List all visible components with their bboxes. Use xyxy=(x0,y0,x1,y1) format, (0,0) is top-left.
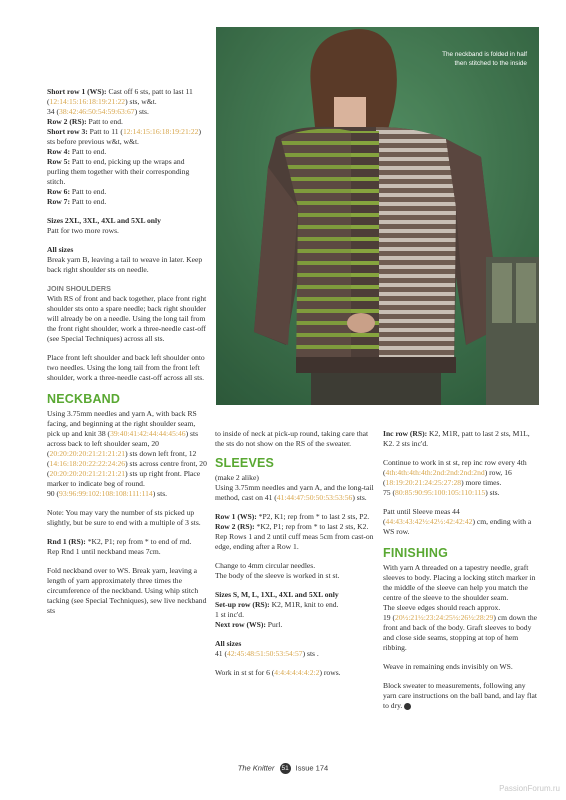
continue-b: ) row, 16 ( xyxy=(383,468,512,487)
continue-c: ) more times. xyxy=(461,478,502,487)
edge-a: 19 ( xyxy=(383,613,396,622)
work-a: Work in st st for 6 ( xyxy=(215,668,275,677)
cast-on-text xyxy=(215,483,375,503)
rnd-1-repeat: Rep Rnd 1 until neckband meas 7cm. xyxy=(47,547,161,556)
rnd-1-text: *K2, P1; rep from * to end of rnd. xyxy=(85,537,192,546)
edge-measure xyxy=(383,613,539,653)
row-7 xyxy=(47,197,207,207)
row-6-label: Row 6: xyxy=(47,187,70,196)
sleeve-all-heading xyxy=(215,639,375,649)
size-values: 80:85:90:95:100:105:110:115 xyxy=(395,488,486,497)
column-3 xyxy=(383,429,539,720)
all-sizes-block xyxy=(47,245,207,275)
note-text: Note: You may vary the number of sts picked up slightly, but be sure to end with a multiple of 3 sts. xyxy=(47,508,201,527)
page-footer xyxy=(0,763,566,774)
continue-a: Continue to work in st st, rep inc row every 4th ( xyxy=(383,458,527,477)
row-7-label: Row 7: xyxy=(47,197,70,206)
neckband-total-b: ) sts. xyxy=(152,489,168,498)
continue-text: to inside of neck at pick-up round, taking care that the sts do not show on the RS of the sweater. xyxy=(215,429,369,448)
row-2-label: Row 2 (RS): xyxy=(47,117,87,126)
watermark: PassionForum.ru xyxy=(499,784,560,793)
neckband-total-a: 90 ( xyxy=(47,489,60,498)
sleeve-row-1-text: *P2, K1; rep from * to last 2 sts, P2. xyxy=(256,512,370,521)
short-row-3-label: Short row 3: xyxy=(47,127,88,136)
sleeve-all-label: All sizes xyxy=(215,639,242,648)
sleeve-sizes-label: Sizes S, M, L, 1XL, 4XL and 5XL only xyxy=(215,590,339,599)
row-5-text: Patt to end, picking up the wraps and purling them together with their corresponding stitch. xyxy=(47,157,190,186)
continue-inc xyxy=(383,458,539,488)
row-4-text: Patt to end. xyxy=(70,147,107,156)
sleeves-heading: SLEEVES xyxy=(215,456,275,470)
row-6-text: Patt to end. xyxy=(70,187,107,196)
row-4 xyxy=(47,147,207,157)
size-values: 93:96:99:102:108:108:111:114 xyxy=(59,489,153,498)
sleeve-row-1-label: Row 1 (WS): xyxy=(215,512,257,521)
neckband-text xyxy=(47,409,207,489)
sleeve-row-2 xyxy=(215,522,375,532)
sleeve-all-a: 41 ( xyxy=(215,649,228,658)
size-values: 44:43:43:42½:42½:42:42:42 xyxy=(385,517,473,526)
size-values: 4:4:4:4:4:4:2:2 xyxy=(274,668,320,677)
sleeve-sizes-heading xyxy=(215,590,375,600)
st-st-text: The body of the sleeve is worked in st st. xyxy=(215,571,340,580)
inc-row-label: Inc row (RS): xyxy=(383,429,428,438)
next-row-label: Next row (WS): xyxy=(215,620,266,629)
setup-row xyxy=(215,600,375,610)
sleeve-row-2-text: *K2, P1; rep from * to last 2 sts, K2. xyxy=(254,522,369,531)
finishing-text: With yarn A threaded on a tapestry needle, graft sleeves to body. Placing a locking stitch marker in the middle of the sleeve can help you match the centre of the sleeve to the shoulder seam. xyxy=(383,563,536,602)
repeat-text: Rep Rows 1 and 2 until cuff meas 5cm from cast-on edge, ending after a Row 1. xyxy=(215,532,374,551)
weave-text: Weave in remaining ends invisibly on WS. xyxy=(383,662,513,671)
patt-until xyxy=(383,507,539,537)
edge-b: ) cm down the front and back of the body. Graft sleeves to body and close side seams, stopping at top of hem ribbing. xyxy=(383,613,537,652)
work-b: ) rows. xyxy=(319,668,341,677)
sleeve-row-1 xyxy=(215,512,375,522)
cast-on-a: Using 3.75mm needles and yarn A, and the long-tail method, cast on 41 ( xyxy=(215,483,374,502)
neckband-total xyxy=(47,489,207,499)
row-4-label: Row 4: xyxy=(47,147,70,156)
short-row-1-count-end: ) sts. xyxy=(134,107,149,116)
setup-row-label: Set-up row (RS): xyxy=(215,600,270,609)
join-shoulders-heading: JOIN SHOULDERS xyxy=(47,284,111,293)
neckband-text-a: Using 3.75mm needles and yarn A, with back RS facing, and beginning at the right shoulder seam, pick up and knit 38 ( xyxy=(47,409,197,438)
fold-text: Fold neckband over to WS. Break yarn, leaving a length of yarn approximately three times the circumference of the neckband. Using whip stitch tacking (see Special Techniques), sew live neckband sts xyxy=(47,566,207,615)
short-row-3-text: Patt to 11 ( xyxy=(87,127,123,136)
neckband-text-c: ) sts down left front, 12 ( xyxy=(47,449,197,468)
page-number: 51 xyxy=(281,765,289,772)
make-alike: (make 2 alike) xyxy=(215,473,259,482)
sleeve-row-2-label: Row 2 (RS): xyxy=(215,522,255,531)
sweater-photo xyxy=(216,27,539,405)
all-sizes-text: Break yarn B, leaving a tail to weave in later. Keep back right shoulder sts on needle. xyxy=(47,255,203,274)
patt-until-b: ) cm, ending with a WS row. xyxy=(383,517,532,536)
size-values: 4th:4th:4th:4th:2nd:2nd:2nd:2nd xyxy=(385,468,485,477)
size-values: 42:45:48:51:50:53:54:57 xyxy=(227,649,303,658)
work-st-st xyxy=(215,668,375,678)
all-sizes-heading: All sizes xyxy=(47,245,74,254)
size-values: 39:40:41:42:44:44:45:46 xyxy=(110,429,186,438)
row-2 xyxy=(47,117,207,127)
short-row-1-label: Short row 1 (WS): xyxy=(47,87,107,96)
size-values: 38:42:46:50:54:59:63:67 xyxy=(59,107,135,116)
size-values: 20:20:20:20:21:21:21:21 xyxy=(49,449,126,458)
sleeve-sts xyxy=(383,488,539,498)
rnd-1-label: Rnd 1 (RS): xyxy=(47,537,86,546)
sleeve-all-b: ) sts . xyxy=(302,649,319,658)
issue-number: Issue 174 xyxy=(295,763,329,773)
short-row-1 xyxy=(47,87,207,117)
neckband-heading: NECKBAND xyxy=(47,392,121,406)
size-values: 18:19:20:21:24:25:27:28 xyxy=(385,478,462,487)
patt-until-a: Patt until Sleeve meas 44 ( xyxy=(383,507,460,526)
short-row-3-text-b: ) sts before previous w&t, w&t. xyxy=(47,127,201,146)
sizes-heading: Sizes 2XL, 3XL, 4XL and 5XL only xyxy=(47,216,161,225)
size-values: 14:16:18:20:22:22:24:26 xyxy=(49,459,126,468)
sizes-block xyxy=(47,216,207,236)
column-2 xyxy=(215,429,375,687)
magazine-name: The Knitter xyxy=(237,763,275,773)
change-needles: Change to 4mm circular needles. xyxy=(215,561,316,570)
sleeve-sts-a: 75 ( xyxy=(383,488,396,497)
short-row-1-text-b: ) sts, w&t. xyxy=(125,97,157,106)
edge-text: The sleeve edges should reach approx. xyxy=(383,603,501,612)
short-row-1-count: 34 ( xyxy=(47,107,60,116)
inc-row-text: K2, M1R, patt to last 2 sts, M1L, K2. 2 sts inc'd. xyxy=(383,429,530,448)
join-shoulders-text: With RS of front and back together, place front right shoulder sts onto a spare needle; back right shoulder will already be on a needle. Using the long tail from the front right shoulder, work a three-needle cast-off (see Special Techniques) across all sts. xyxy=(47,294,207,343)
size-values: 20:20:20:20:21:21:21:21 xyxy=(49,469,126,478)
next-row xyxy=(215,620,375,630)
row-5-label: Row 5: xyxy=(47,157,70,166)
sleeve-all-count xyxy=(215,649,375,659)
photo-caption: The neckband is folded in half then stitched to the inside xyxy=(442,51,527,67)
finishing-heading: FINISHING xyxy=(383,546,448,560)
column-1 xyxy=(47,87,207,625)
short-row-1-text: Cast off 6 sts, patt to last 11 ( xyxy=(47,87,193,106)
cast-on-b: ) sts. xyxy=(352,493,367,502)
inc-note: 1 st inc'd. xyxy=(215,610,244,619)
inc-row xyxy=(383,429,539,449)
place-shoulders-text: Place front left shoulder and back left shoulder onto two needles. Using the long tail from the front left shoulder, work a three-needle cast-off across all sts. xyxy=(47,353,205,382)
size-values: 12:14:15:16:18:19:21:22 xyxy=(122,127,199,136)
sizes-text: Patt for two more rows. xyxy=(47,226,119,235)
next-row-text: Purl. xyxy=(265,620,283,629)
rnd-1 xyxy=(47,537,207,547)
block-text xyxy=(383,681,539,711)
sleeve-sts-b: ) sts. xyxy=(485,488,500,497)
short-row-3 xyxy=(47,127,207,147)
row-6 xyxy=(47,187,207,197)
size-values: 12:14:15:16:18:19:21:22 xyxy=(49,97,126,106)
row-2-text: Patt to end. xyxy=(86,117,123,126)
setup-row-text: K2, M1R, knit to end. xyxy=(269,600,339,609)
end-mark-icon xyxy=(404,703,411,710)
row-7-text: Patt to end. xyxy=(70,197,107,206)
row-5 xyxy=(47,157,207,187)
neckband-text-b: ) sts across back to left shoulder seam, 20 ( xyxy=(47,429,199,458)
size-values: 20½:21½:23:24:25½:26½:28:29 xyxy=(395,613,494,622)
neckband-text-d: ) sts across centre front, 20 ( xyxy=(47,459,207,478)
sweater-illustration xyxy=(216,27,539,405)
size-values: 41:44:47:50:50:53:53:56 xyxy=(276,493,353,502)
neckband-text-e: ) sts up right front. Place marker to indicate beg of round. xyxy=(47,469,201,488)
block-text-body: Block sweater to measurements, following any yarn care instructions on the ball band, and lay flat to dry. xyxy=(383,681,537,710)
